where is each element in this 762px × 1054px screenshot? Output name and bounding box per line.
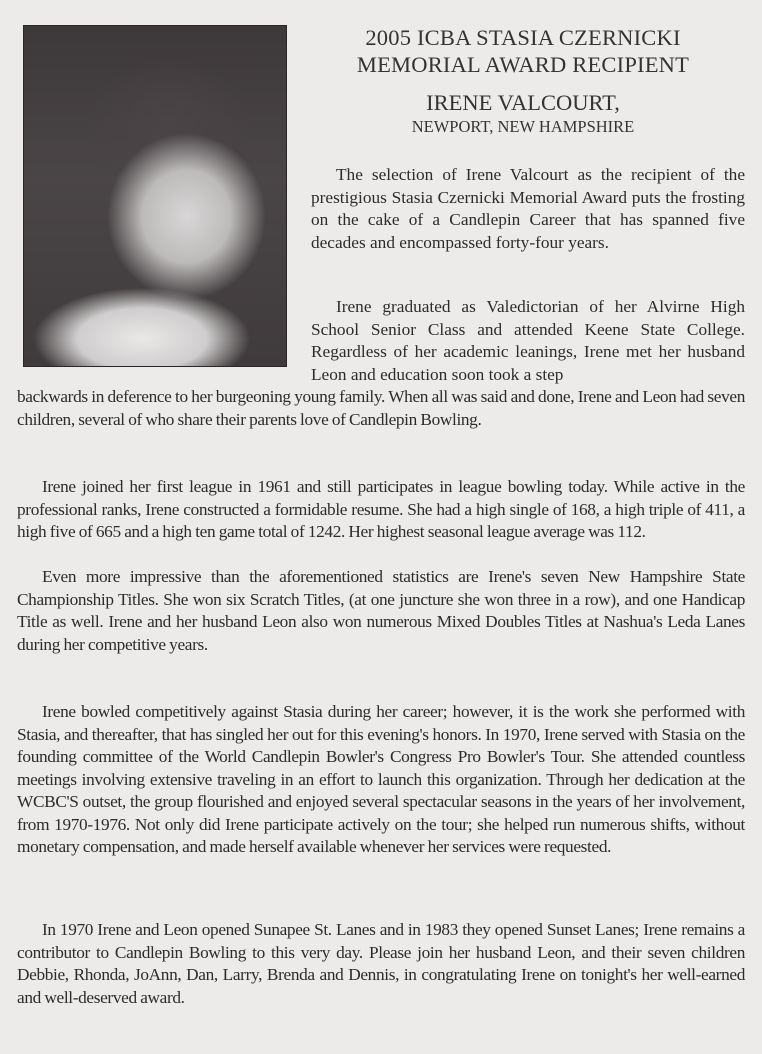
paragraph-wcbc-tour: Irene bowled competitively against Stasia during her career; however, it is the work she performed with Stasia, and thereafter, that has singled her out for this evening's honors. In 1970, Irene served with Stasia on the founding committee of the World Candlepin Bowler's Congress Pro Bowler's Tour. She attended countless meetings involving extensive traveling in an effort to launch this organization. Through her dedication at the WCBC'S outset, the group flourished and enjoyed several spectacular seasons in the years of her involvement, from 1970-1976. Not only did Irene participate actively on the tour; she helped run numerous shifts, without monetary compensation, and made herself available whenever her services were requested. bbox=[17, 702, 745, 856]
paragraph-championships: Even more impressive than the aforementioned statistics are Irene's seven New Hampshire State Championship Titles. She won six Scratch Titles, (at one juncture she won three in a row), and one Handicap Title as well. Irene and her husband Leon also won numerous Mixed Doubles Titles at Nashua's Leda Lanes during her competitive years. bbox=[17, 567, 745, 654]
paragraph-education-part-2: backwards in deference to her burgeoning young family. When all was said and done, Irene and Leon had seven children, several of who share their parents love of Candlepin Bowling. bbox=[17, 387, 745, 429]
recipient-portrait-photo bbox=[23, 25, 287, 367]
paragraph-closing: In 1970 Irene and Leon opened Sunapee St. Lanes and in 1983 they opened Sunset Lanes; Irene remains a contributor to Candlepin Bowling to this very day. Please join her husband Leon, and their seven children Debbie, Rhonda, JoAnn, Dan, Larry, Brenda and Dennis, in congratulating Irene on tonight's her well-earned and well-deserved award. bbox=[17, 920, 745, 1007]
award-title-line-1: 2005 ICBA STASIA CZERNICKI bbox=[365, 25, 681, 50]
award-title-line-2: MEMORIAL AWARD RECIPIENT bbox=[356, 52, 690, 77]
paragraph-education-part-1: Irene graduated as Valedictorian of her Alvirne High School Senior Class and attended Keene State College. Regardless of her academic leanings, Irene met her husband Leon and education soon took a step bbox=[311, 297, 745, 384]
recipient-location: NEWPORT, NEW HAMPSHIRE bbox=[411, 117, 635, 136]
paragraph-league-stats: Irene joined her first league in 1961 and still participates in league bowling today. While active in the professional ranks, Irene constructed a formidable resume. She had a high single of 168, a high triple of 411, a high five of 665 and a high ten game total of 1242. Her highest seasonal league average was 112. bbox=[17, 477, 745, 541]
recipient-name: IRENE VALCOURT, bbox=[426, 90, 620, 115]
award-title bbox=[290, 24, 756, 78]
paragraph-introduction: The selection of Irene Valcourt as the recipient of the prestigious Stasia Czernicki Memorial Award puts the frosting on the cake of a Candlepin Career that has spanned five decades and encompassed forty-four years. bbox=[311, 165, 745, 252]
